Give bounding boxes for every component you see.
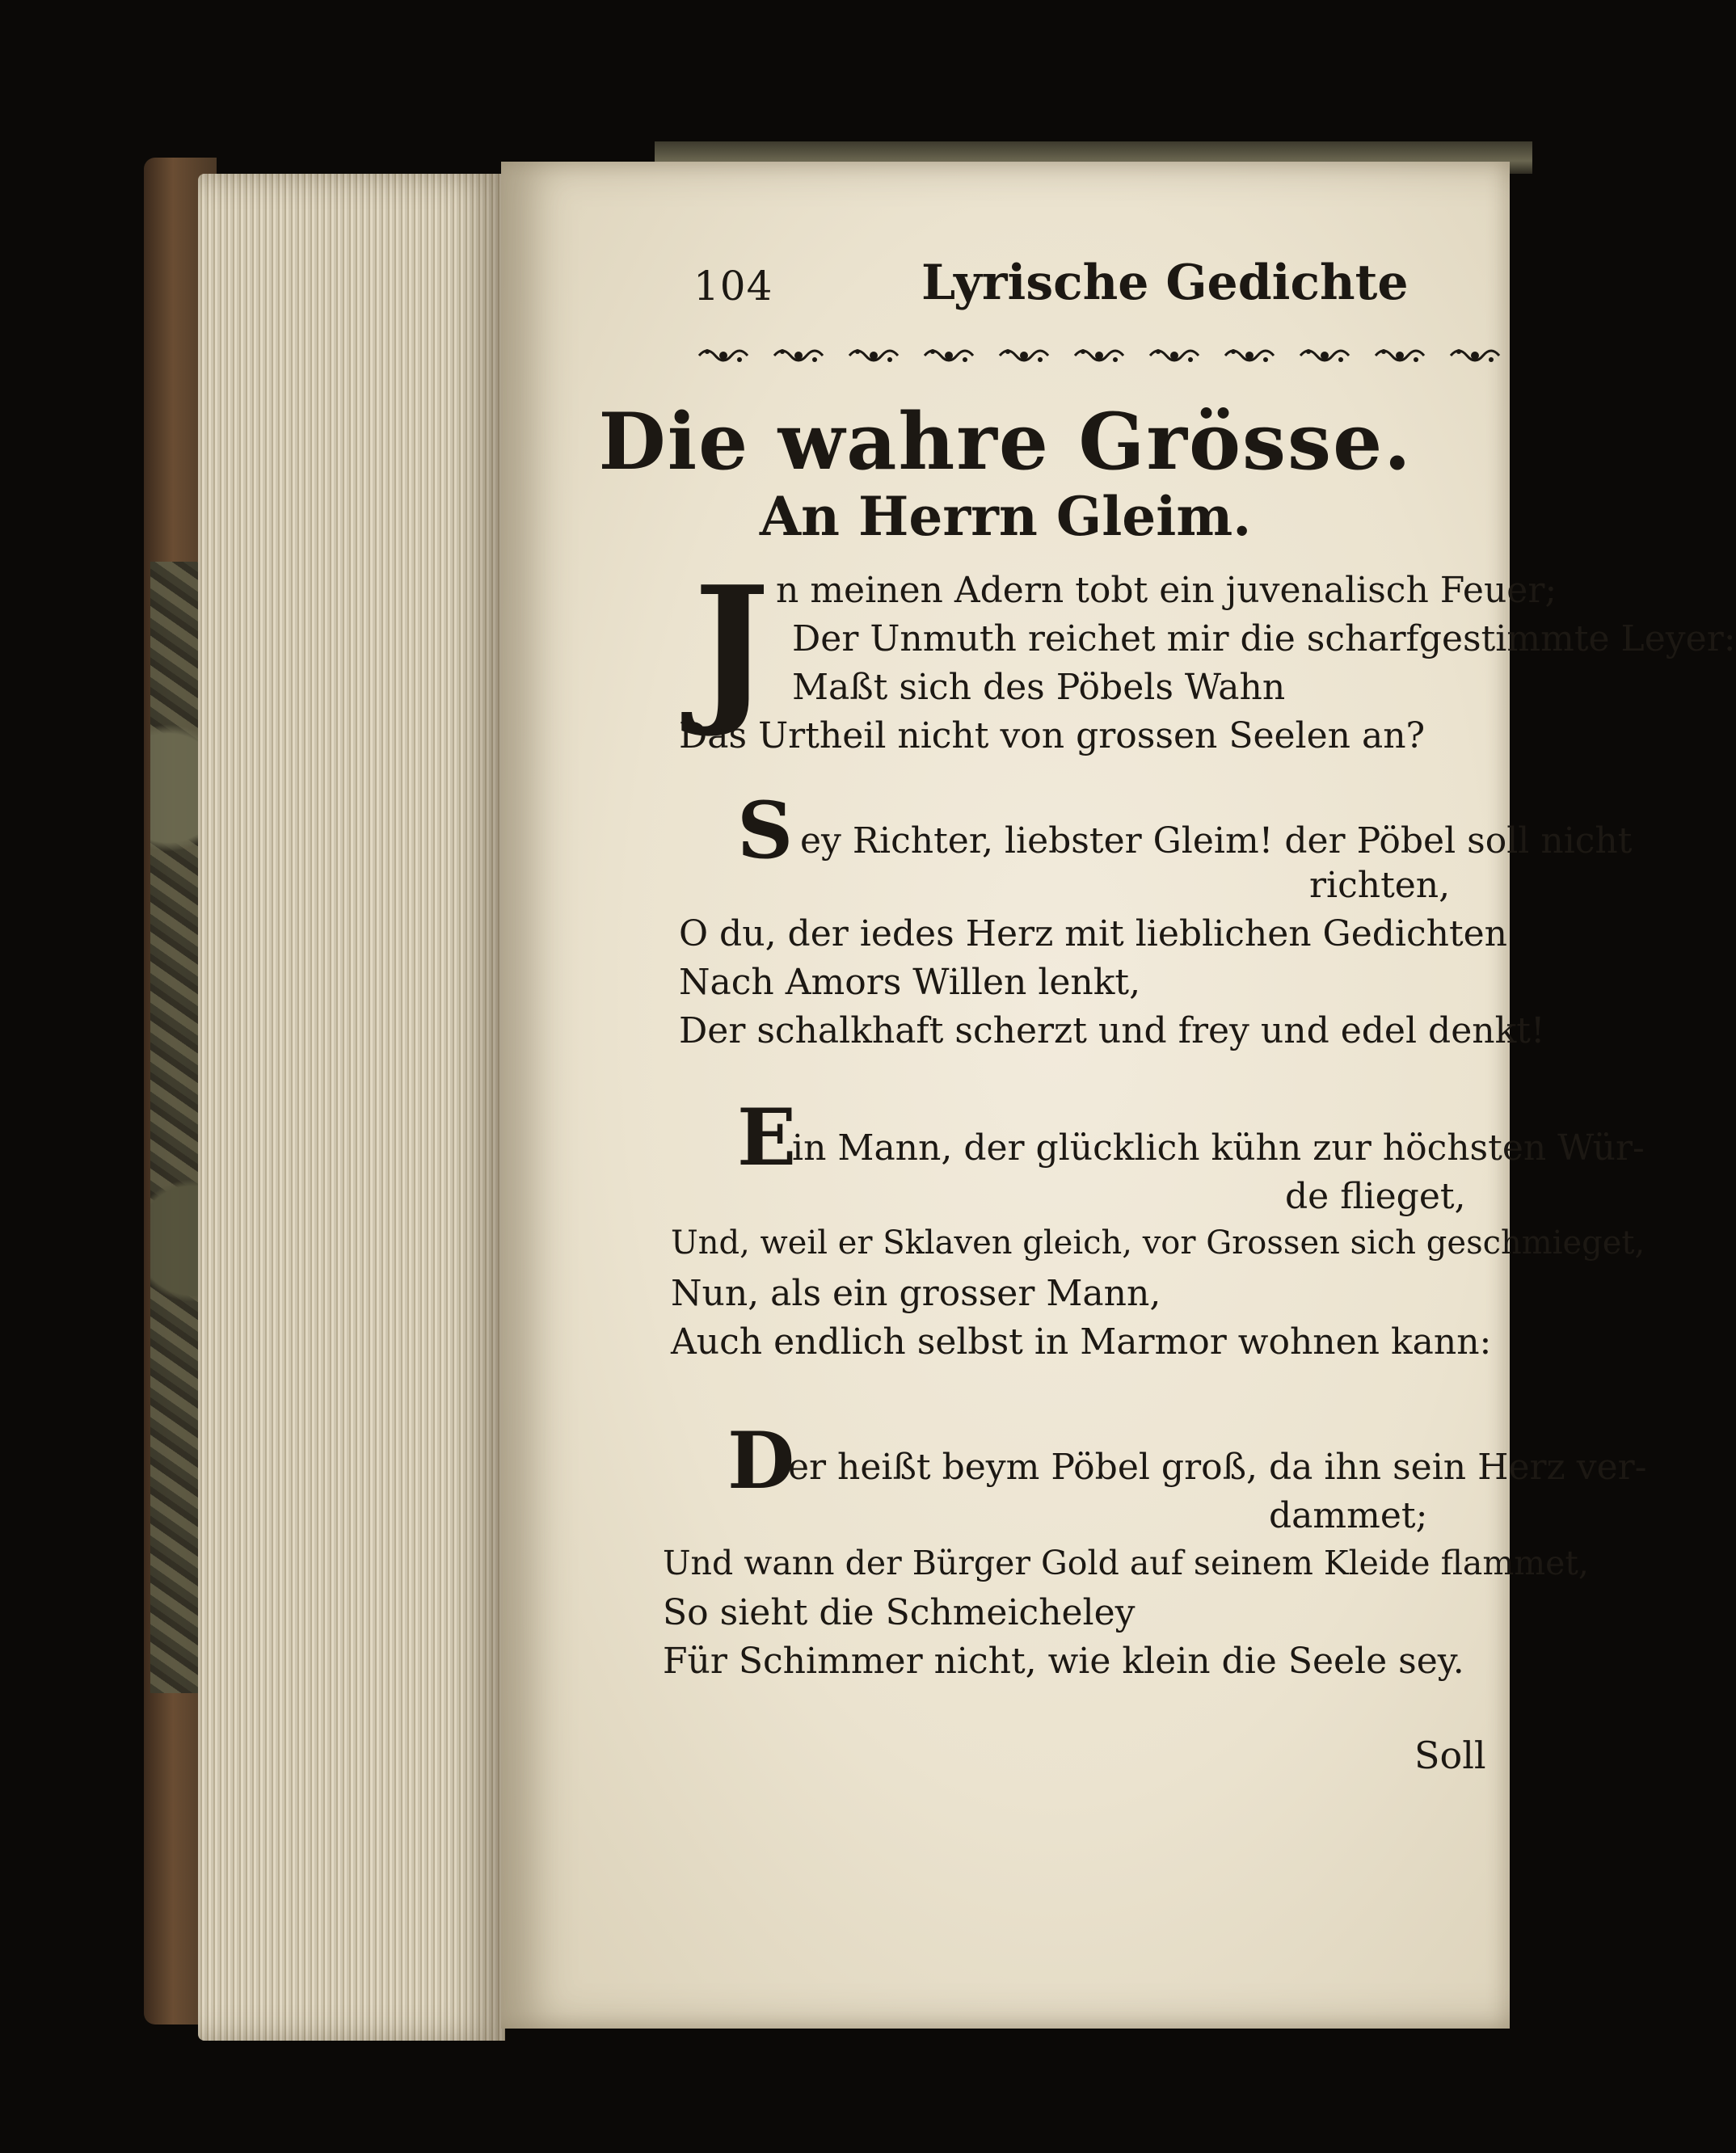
stanza-3-line-1: in Mann, der glücklich kühn zur höchsten Wür- bbox=[792, 1127, 1645, 1169]
fleuron-icon bbox=[921, 342, 977, 369]
fleuron-icon bbox=[695, 342, 752, 369]
fleuron-icon bbox=[845, 342, 902, 369]
stanza-2-line-2: richten, bbox=[1309, 865, 1451, 906]
stanza-3-line-3: Und, weil er Sklaven gleich, vor Grossen sich geschmieget, bbox=[671, 1224, 1645, 1262]
stanza-4-dropcap: D bbox=[727, 1415, 795, 1506]
stanza-2-line-4: Nach Amors Willen lenkt, bbox=[679, 962, 1141, 1003]
stanza-1-line-2: Der Unmuth reichet mir die scharfgestimmte Leyer: bbox=[792, 618, 1736, 659]
stanza-4-line-2: dammet; bbox=[1269, 1495, 1428, 1536]
book-page bbox=[501, 162, 1736, 2029]
stanza-4-line-4: So sieht die Schmeicheley bbox=[663, 1592, 1136, 1633]
stanza-1-line-4: Das Urtheil nicht von grossen Seelen an? bbox=[679, 715, 1426, 756]
fleuron-icon bbox=[1296, 342, 1353, 369]
fleuron-icon bbox=[1146, 342, 1203, 369]
catchword: Soll bbox=[1414, 1734, 1486, 1777]
stanza-1-dropcap: J bbox=[693, 551, 770, 741]
stanza-2-line-5: Der schalkhaft scherzt und frey und edel denkt! bbox=[679, 1010, 1545, 1051]
page-number: 104 bbox=[693, 263, 773, 310]
stanza-4-line-1: er heißt beym Pöbel groß, da ihn sein Herz ver- bbox=[788, 1447, 1647, 1488]
fleuron-icon bbox=[1372, 342, 1428, 369]
stanza-3-line-5: Auch endlich selbst in Marmor wohnen kann: bbox=[671, 1321, 1492, 1363]
stanza-1-line-1: n meinen Adern tobt ein juvenalisch Feuer; bbox=[776, 570, 1557, 611]
fleuron-icon bbox=[996, 342, 1052, 369]
fleuron-icon bbox=[1071, 342, 1127, 369]
poem-title: Die wahre Grösse. bbox=[598, 396, 1413, 487]
stanza-3-dropcap: E bbox=[737, 1092, 797, 1183]
stanza-3-line-2: de flieget, bbox=[1285, 1176, 1466, 1217]
fleuron-icon bbox=[1447, 342, 1503, 369]
stanza-2-dropcap: S bbox=[737, 785, 794, 876]
page-edges bbox=[198, 174, 505, 2041]
stanza-2-line-1: ey Richter, liebster Gleim! der Pöbel soll nicht bbox=[800, 820, 1633, 862]
stanza-4-line-5: Für Schimmer nicht, wie klein die Seele sey. bbox=[663, 1641, 1464, 1682]
stanza-4-line-3: Und wann der Bürger Gold auf seinem Kleide flammet, bbox=[663, 1544, 1589, 1582]
ornament-row bbox=[695, 335, 1503, 376]
poem-dedication: An Herrn Gleim. bbox=[759, 485, 1252, 548]
fleuron-icon bbox=[770, 342, 827, 369]
stanza-1-line-3: Maßt sich des Pöbels Wahn bbox=[792, 667, 1286, 708]
fleuron-icon bbox=[1221, 342, 1278, 369]
stanza-2-line-3: O du, der iedes Herz mit lieblichen Gedichten bbox=[679, 913, 1508, 954]
stanza-3-line-4: Nun, als ein grosser Mann, bbox=[671, 1273, 1161, 1314]
running-head: Lyrische Gedichte bbox=[921, 255, 1409, 311]
